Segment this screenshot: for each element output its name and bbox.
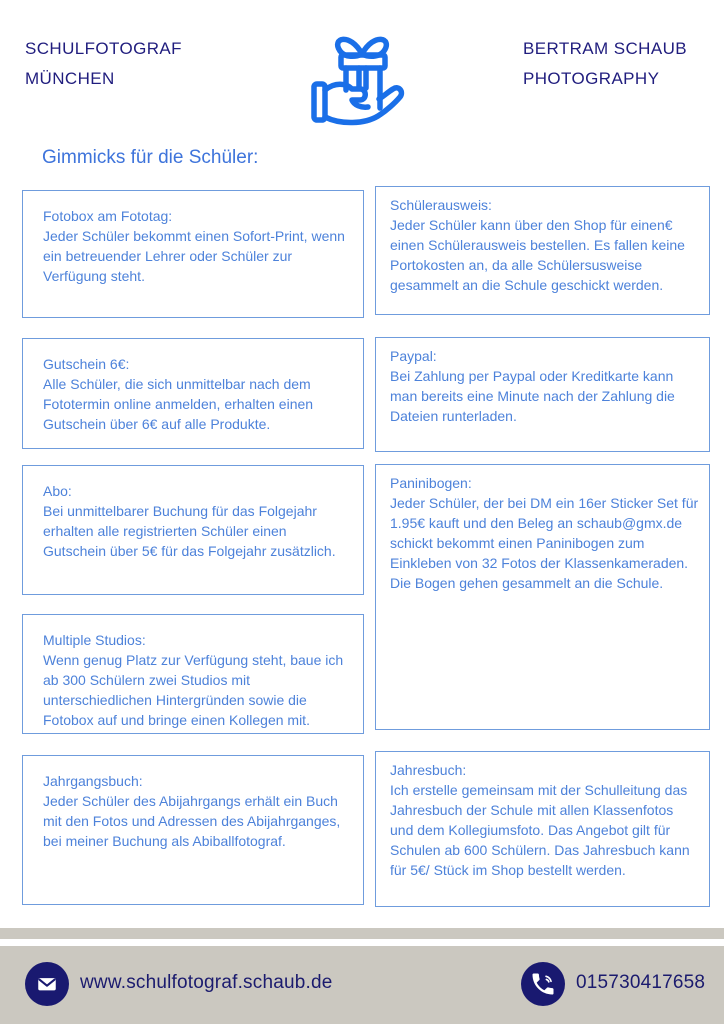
card-title: Gutschein 6€:: [43, 356, 130, 372]
card-jahrgangsbuch: [22, 755, 364, 905]
envelope-icon: [25, 962, 69, 1006]
brand-left-line1: SCHULFOTOGRAF: [25, 39, 182, 58]
brand-right: [523, 34, 687, 94]
card-title: Jahresbuch:: [390, 762, 467, 778]
card-title: Fotobox am Fototag:: [43, 208, 173, 224]
card-body: Bei Zahlung per Paypal oder Kreditkarte kann man bereits eine Minute nach der Zahlung die Dateien runterladen.: [390, 368, 675, 424]
website-url: www.schulfotograf.schaub.de: [80, 972, 333, 993]
card-title: Abo:: [43, 483, 72, 499]
card-paypal: [375, 337, 710, 452]
card-multiple-studios: [22, 614, 364, 734]
page-title: Gimmicks für die Schüler:: [42, 147, 259, 168]
card-body: Wenn genug Platz zur Verfügung steht, baue ich ab 300 Schülern zwei Studios mit unterschiedlichen Hintergründen sowie die Fotobox auf und bringe einen Kollegen mit.: [43, 652, 344, 728]
card-fotobox-am-fototag: [22, 190, 364, 318]
brand-left: [25, 34, 182, 94]
card-jahresbuch: [375, 751, 710, 907]
card-body: Jeder Schüler bekommt einen Sofort-Print, wenn ein betreuender Lehrer oder Schüler zur Verfügung steht.: [43, 228, 345, 284]
card-body: Jeder Schüler des Abijahrgangs erhält ein Buch mit den Fotos und Adressen des Abijahrganges, bei meiner Buchung als Abiballfotograf.: [43, 793, 341, 849]
footer-bar: [0, 946, 724, 1024]
phone-icon: [521, 962, 565, 1006]
brand-right-line2: PHOTOGRAPHY: [523, 69, 660, 88]
card-abo: [22, 465, 364, 595]
card-schuelerausweis: [375, 186, 710, 315]
card-body: Jeder Schüler kann über den Shop für einen€ einen Schülerausweis bestellen. Es fallen keine Portokosten an, da alle Schülersusweise gesammelt an die Schule geschickt werden.: [390, 217, 685, 293]
footer-top-strip: [0, 928, 724, 939]
card-title: Paypal:: [390, 348, 437, 364]
card-body: Alle Schüler, die sich unmittelbar nach dem Fototermin online anmelden, erhalten einen Gutschein über 6€ auf alle Produkte.: [43, 376, 314, 432]
card-title: Schülerausweis:: [390, 197, 492, 213]
gift-in-hand-icon: [308, 26, 412, 142]
card-body: Jeder Schüler, der bei DM ein 16er Sticker Set für 1.95€ kauft und den Beleg an schaub@gmx.de schickt bekommt einen Paninibogen zum Einkleben von 32 Fotos der Klassenkameraden. Die Bogen gehen gesammelt an die Schule.: [390, 495, 699, 591]
card-title: Paninibogen:: [390, 475, 472, 491]
brand-right-line1: BERTRAM SCHAUB: [523, 39, 687, 58]
card-title: Jahrgangsbuch:: [43, 773, 143, 789]
card-body: Ich erstelle gemeinsam mit der Schulleitung das Jahresbuch der Schule mit allen Klassenfotos und dem Kollegiumsfoto. Das Angebot gilt für Schulen ab 600 Schülern. Das Jahresbuch kann für 5€/ Stück im Shop bestellt werden.: [390, 782, 690, 878]
brand-left-line2: MÜNCHEN: [25, 69, 115, 88]
card-gutschein: [22, 338, 364, 449]
phone-number: 015730417658: [576, 972, 706, 993]
card-paninibogen: [375, 464, 710, 730]
card-body: Bei unmittelbarer Buchung für das Folgejahr erhalten alle registrierten Schüler einen Gutschein über 5€ für das Folgejahr zusätzlich.: [43, 503, 336, 559]
card-title: Multiple Studios:: [43, 632, 146, 648]
